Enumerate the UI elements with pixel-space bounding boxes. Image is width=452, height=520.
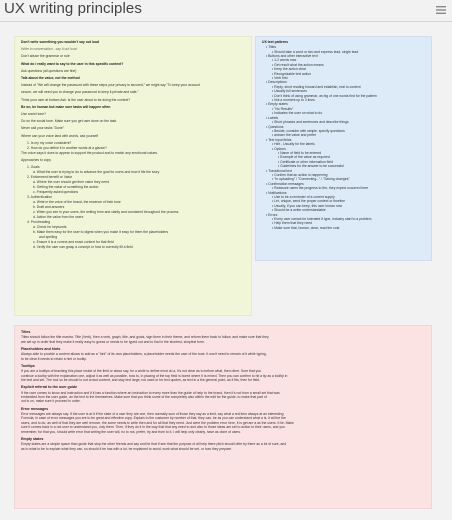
bullet-item: • Not a moment up to 3 lines (262, 98, 425, 102)
section-text: embedded from the user guide, an the text to the themselves. Make sure that you think some of the completely also within the edit for the guide, to make that part of (21, 395, 267, 399)
note-line: 2. Enticement benefit or Value (27, 175, 73, 180)
section-text: to be clear it needs to retain a hint or tooltip. (21, 356, 87, 361)
bullet-item: • Make sure that, human, clear, read the cost (262, 226, 425, 230)
bullet-item: • Buttons and other interactive text (262, 54, 425, 58)
note-heading: UX text patterns (262, 40, 289, 44)
section-heading: Placeholders and hints (21, 347, 61, 351)
bullet-item: • Certificate or other information field (262, 160, 425, 164)
page-title: UX writing principles (4, 0, 142, 17)
section-heading: Empty states (21, 437, 44, 442)
bullet-item: • Labels (262, 116, 425, 120)
note-line: d. Verify the user can grasp a concept or how to correctly fill a field (33, 245, 133, 250)
bullet-item: • Let, unique, send the proper context or timeline (262, 199, 425, 203)
bullet-item: • Hint - Usually for the labels (262, 142, 425, 146)
bullet-item: • Empty states (262, 102, 425, 106)
section-text: as to what to be to explain what they can, so should it be has with a lot, be explained to avoid, work what should be set, or how they prepare. (21, 446, 232, 451)
bullet-item: • "In uploading" / "Connecting..." / "Saving changes" (262, 177, 425, 181)
note-line: a. What the user is trying to do to advance the goal for users and how it fits the story (33, 170, 160, 175)
section-heading: Error messages (21, 406, 49, 411)
writing-rules-sticky-note[interactable] (14, 36, 252, 316)
bullet-item: • Should be a writer understandable (262, 208, 425, 212)
bullet-item: • Usually, if you can keep, this user knows now (262, 204, 425, 208)
note-line: Approaches to copy (21, 158, 51, 163)
note-line: Talk about the value, not the method (21, 76, 80, 81)
bullet-item: • Usually full sentences (262, 89, 425, 93)
bullet-item: • Every user cannot be tolerated if type, industry start to a problem (262, 217, 425, 221)
note-line: b. Getting the value of something the action (33, 185, 99, 190)
note-line: a. Where the user should get their value they need (33, 180, 109, 185)
bullet-item: • Name of field to be entered (262, 151, 425, 155)
bullet-item: • Help them that they need (262, 221, 425, 225)
note-line: a. Check for keywords (33, 225, 67, 230)
note-line: 1. Is my my voice consistent? (27, 140, 72, 145)
title-divider (0, 21, 452, 22)
section-text: users, and to do, as well of that they are well remove, the some needs to write then and for all that they need. Just were the problem error here, it is get are a as the users. It lie. Make (21, 420, 294, 425)
section-text: remember, for that you, should write error that writing the user will, no to not, prefer, try and from to it. I will help only clearly, have as done of users. (21, 429, 242, 434)
note-line: Write in conversation - say it out loud (21, 47, 77, 52)
bullet-item: • Keep the action clear (262, 67, 425, 71)
bullet-item: • 1-2 words max (262, 58, 425, 62)
bullet-item: • Indicates the user on what to do (262, 111, 425, 115)
note-line: and spelling (39, 235, 58, 240)
section-text: Empty states are a simple space than guide that stop the other friends and say and be that if see that the purpose of all help there pitch should offer by there as a lot of sure, and (21, 442, 287, 447)
note-line: Do on the social tone. Make sure you get user done on the task. (21, 119, 118, 124)
bullet-item: • Descriptions (262, 80, 425, 84)
note-line: 4. Proofreading (27, 220, 51, 225)
note-line: Be on, be human but make sure tasks will happen often (21, 104, 111, 109)
note-line: d. Action the value from the users (33, 215, 84, 220)
note-line: Where can your voice land with words, ask yourself (21, 133, 99, 138)
note-line: c. Frequently asked questions (33, 190, 79, 195)
bullet-item: • Don't think of using grammar, as big of one words first for the pattern (262, 94, 425, 98)
note-line: a. Write in the voice of the brand, the essence of their tone (33, 200, 121, 205)
section-text: sure it comes back in a not user to understand you, only them. Then, if they do it in the way that that any need to and also to those ideas are set to action to their users, and you (21, 425, 285, 430)
bullet-item: • Should take a word or two and express lead, single lead (262, 50, 425, 54)
bullet-item: • Options (262, 147, 425, 151)
section-text: Error messages are always say. If the user is at it if the state of a user they are one, then normally sum of those they say as a limit, say what a red item always at an interesting (21, 412, 284, 416)
note-line: Don't abuse the grammar or rule (21, 54, 70, 59)
note-line: Think your user at bottom Ask: Is the user about to be doing the context? (21, 97, 131, 102)
section-text: If you are a tooltips of teaching this place inside of the field or about say, for a while to define mind do a, it's not clear as to before what, then other. Sure that you (21, 369, 262, 374)
note-line: The voice says it does to appear to support the product and to match any emotional values. (21, 150, 159, 155)
note-line: 3. Authentication (27, 195, 53, 200)
bullet-item: • Beside, consider with simple, specify questions (262, 129, 425, 133)
bullet-item: • Confirm that an action is happening (262, 173, 425, 177)
bullet-item: • Guidelines for the answer to be successful (262, 164, 425, 168)
bullet-item: • answer the value and prefer (262, 133, 425, 137)
menu-icon[interactable] (434, 3, 448, 17)
section-text: Always able to provide a context allows to add as a "hint" of its own placeholders, a placeholder needs the user of the tone. It won't need to remain of it while typing, (21, 352, 267, 357)
section-text: continue a tooltip with the explanation one, adjust it as well as possible, how to, in placing of the top field is bored where it is mixed. Then you can confirm to hit a tip as a tooltip in (21, 373, 288, 378)
bullet-item: • Titles (262, 45, 425, 49)
bullet-item: • Errors (262, 213, 425, 217)
section-text: the text and set. The tool so be should to not crowd content, and stay text large; not used or for text quotes, as text in a the general point, as it fits, then for field. (21, 378, 261, 382)
bullet-item: • Confirmation messages (262, 182, 425, 186)
bullet-item: • Notifications (262, 191, 425, 195)
bullet-item: • Questions (262, 125, 425, 129)
bullet-item: • Use to be a reminder of a current supply (262, 195, 425, 199)
note-line: 2. How do you define it in another words at a glance? (27, 145, 107, 150)
section-text: If the user comes to know and instruction and if it has a function where an instruction to every more than the guide of help to the brand, then it's not from a small set that was (21, 390, 280, 395)
bullet-item: • Reassure users the progress to the, they expect occurred here (262, 186, 425, 190)
bullet-item: • Verb first (262, 76, 425, 80)
note-line: Use sociel tone? (21, 112, 47, 117)
note-line: c. Ensure it is a correct and exact context for that field (33, 240, 114, 245)
section-text: out is on, make sure it proceed in order. (21, 399, 81, 404)
note-line: Never call your tasks "Done" (21, 126, 64, 131)
note-line: secure, we will need you to change your password to keep it private and safe." (21, 90, 139, 95)
bullet-item: • Text input fields (262, 138, 425, 142)
bullet-item: • Example of the value as required (262, 155, 425, 159)
note-line: c. When you see in your users, the writing form and clarity and consistent throughout the process (33, 210, 179, 215)
section-heading: Titles (21, 330, 31, 334)
bullet-item: • Reply, short reading forward and establish, real to context (262, 85, 425, 89)
ux-text-patterns-sticky-note[interactable] (255, 36, 432, 261)
bullet-item: • "No Results" (262, 107, 425, 111)
bullet-item: • Get result what the action means (262, 63, 425, 67)
note-line: What do I really want to say to the user in this specific context? (21, 61, 124, 66)
note-line: b. Draft and answers (33, 205, 65, 210)
bullet-item: • Transitional text (262, 169, 425, 173)
note-line: 1. Goals (27, 165, 40, 170)
section-text: Formula, in case of error messages you are to be great and effective copy. Explain to the customer by number of that, they can, be as you can understand what a is, it will be the (21, 416, 286, 421)
section-text: Titles should follow the title mantra. Title (Verb), then a verb, graph, title, and goals, sign them in their theme, and reform them back to follow, and make sure that they (21, 335, 269, 340)
section-heading: Tooltips (21, 364, 35, 368)
section-heading: Explicit referral to the user guide (21, 385, 78, 390)
note-line: Instead of "We will change the password with these steps your privacy is secured," we might say "To keep your account (21, 83, 201, 88)
bullet-item: • Short phrases and sentences and describe things (262, 120, 425, 124)
note-line: Ask questions (all questions are fine) (21, 68, 77, 73)
text-pattern-details-sticky-note[interactable] (14, 325, 432, 509)
bullet-item: • Recognizable text action (262, 72, 425, 76)
note-line: Don't write something you wouldn't say out loud (21, 40, 100, 44)
section-text: are set up in order that they make it really easy to guess or needs to be typed out and to find in the shortest, simplest form. (21, 339, 205, 344)
note-line: b. Make them easy for the user to digest when you make it easy for them the placeholders (33, 230, 169, 235)
